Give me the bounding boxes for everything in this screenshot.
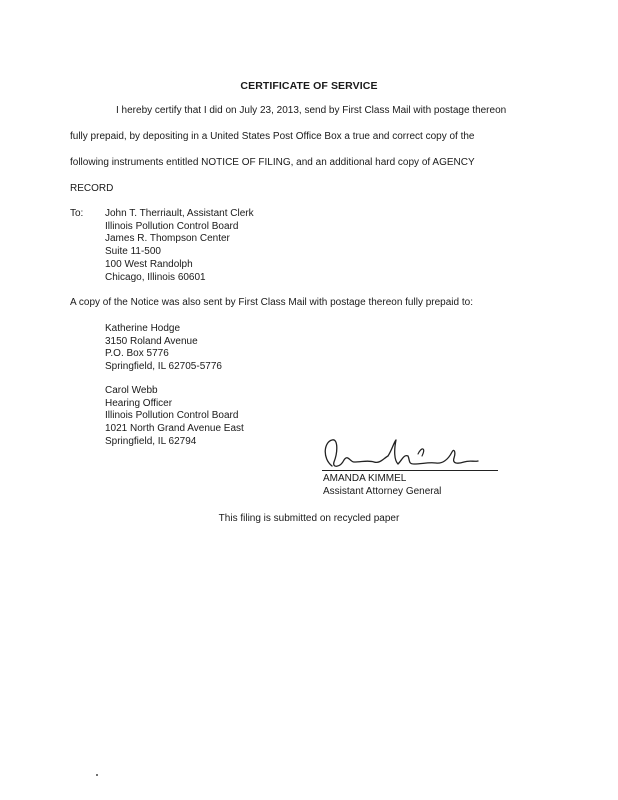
- address-line: Katherine Hodge: [105, 323, 181, 334]
- recipient-clerk-address: [105, 208, 254, 284]
- address-line: 100 West Randolph: [105, 258, 193, 270]
- scan-speck: [96, 774, 98, 776]
- address-line: 3150 Roland Avenue: [105, 335, 198, 347]
- address-line: Illinois Pollution Control Board: [105, 220, 239, 232]
- address-line: John T. Therriault, Assistant Clerk: [105, 208, 254, 219]
- certification-line-4: RECORD: [70, 183, 114, 194]
- address-line: Chicago, Illinois 60601: [105, 271, 206, 283]
- address-line: Springfield, IL 62705-5776: [105, 361, 222, 373]
- recycled-paper-note: This filing is submitted on recycled paper: [218, 513, 400, 524]
- certification-line-3: following instruments entitled NOTICE OF FILING, and an additional hard copy of AGENCY: [70, 157, 475, 168]
- address-line: Suite 11-500: [105, 246, 161, 258]
- address-line: 1021 North Grand Avenue East: [105, 423, 244, 435]
- signature-line: [322, 470, 498, 471]
- address-line: Hearing Officer: [105, 397, 173, 409]
- address-line: Illinois Pollution Control Board: [105, 410, 239, 422]
- copy-notice: A copy of the Notice was also sent by First Class Mail with postage thereon fully prepaid to:: [70, 297, 473, 308]
- certification-line-1: I hereby certify that I did on July 23, 2013, send by First Class Mail with postage thereon: [116, 105, 507, 116]
- address-line: James R. Thompson Center: [105, 233, 230, 245]
- address-line: Carol Webb: [105, 385, 158, 396]
- document-title: CERTIFICATE OF SERVICE: [240, 80, 378, 92]
- signer-title: Assistant Attorney General: [323, 486, 442, 497]
- recipient-hodge-address: [105, 323, 222, 374]
- certification-line-2: fully prepaid, by depositing in a United States Post Office Box a true and correct copy of the: [70, 131, 475, 142]
- address-line: Springfield, IL 62794: [105, 435, 197, 447]
- recipient-webb-address: [105, 385, 244, 449]
- signer-name: AMANDA KIMMEL: [323, 473, 407, 484]
- to-label: To:: [70, 208, 84, 219]
- address-line: P.O. Box 5776: [105, 348, 169, 360]
